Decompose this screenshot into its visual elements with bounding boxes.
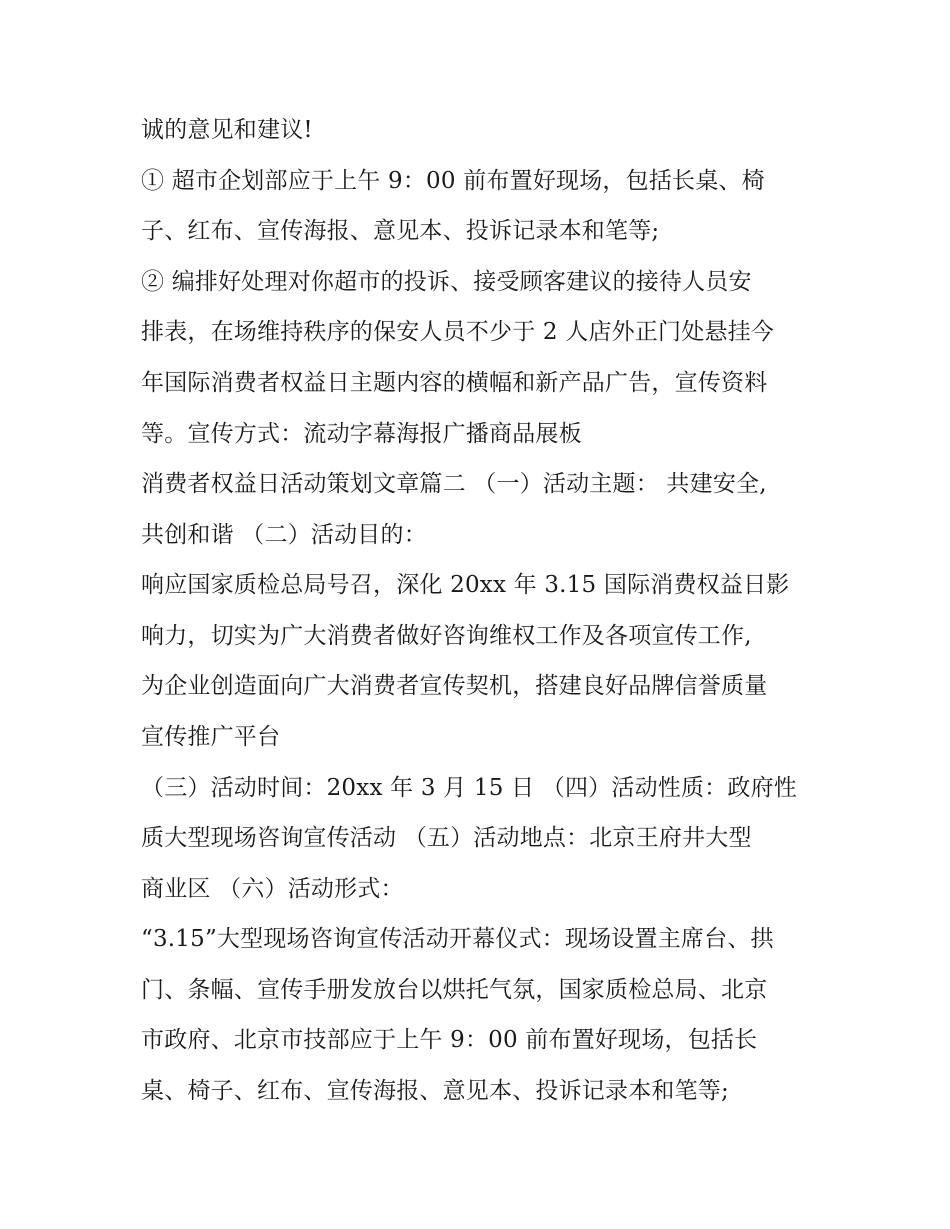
text-line: 消费者权益日活动策划文章篇二 （一）活动主题： 共建安全, <box>141 471 767 497</box>
text-line: 市政府、北京市技部应于上午 9：00 前布置好现场，包括长 <box>141 1027 758 1053</box>
text-line: （三）活动时间：20xx 年 3 月 15 日 （四）活动性质：政府性 <box>141 775 797 801</box>
text-line: 商业区 （六）活动形式： <box>141 876 404 902</box>
text-line: 诚的意见和建议! <box>141 117 313 143</box>
text-line: 共创和谐 （二）活动目的： <box>141 522 427 548</box>
text-line: 年国际消费者权益日主题内容的横幅和新产品广告，宣传资料 <box>141 370 768 396</box>
text-line: 桌、椅子、红布、宣传海报、意见本、投诉记录本和笔等; <box>141 1078 729 1104</box>
text-line: 子、红布、宣传海报、意见本、投诉记录本和笔等; <box>141 218 660 244</box>
text-line: 宣传推广平台 <box>141 724 281 750</box>
text-line: ① 超市企划部应于上午 9：00 前布置好现场，包括长桌、椅 <box>141 168 765 194</box>
text-line: 质大型现场咨询宣传活动 （五）活动地点：北京王府井大型 <box>141 825 752 851</box>
text-line: 响力，切实为广大消费者做好咨询维权工作及各项宣传工作, <box>141 623 752 649</box>
text-line: 门、条幅、宣传手册发放台以烘托气氛，国家质检总局、北京 <box>141 977 768 1003</box>
text-line: 为企业创造面向广大消费者宣传契机，搭建良好品牌信誉质量 <box>141 673 768 699</box>
text-line: 等。宣传方式：流动字幕海报广播商品展板 <box>141 421 582 447</box>
text-line: 排表，在场维持秩序的保安人员不少于 2 人店外正门处悬挂今 <box>141 319 775 345</box>
text-line: “3.15”大型现场咨询宣传活动开幕仪式：现场设置主席台、拱 <box>141 926 774 952</box>
text-line: 响应国家质检总局号召，深化 20xx 年 3.15 国际消费权益日影 <box>141 572 790 598</box>
text-line: ② 编排好处理对你超市的投诉、接受顾客建议的接待人员安 <box>141 269 752 295</box>
